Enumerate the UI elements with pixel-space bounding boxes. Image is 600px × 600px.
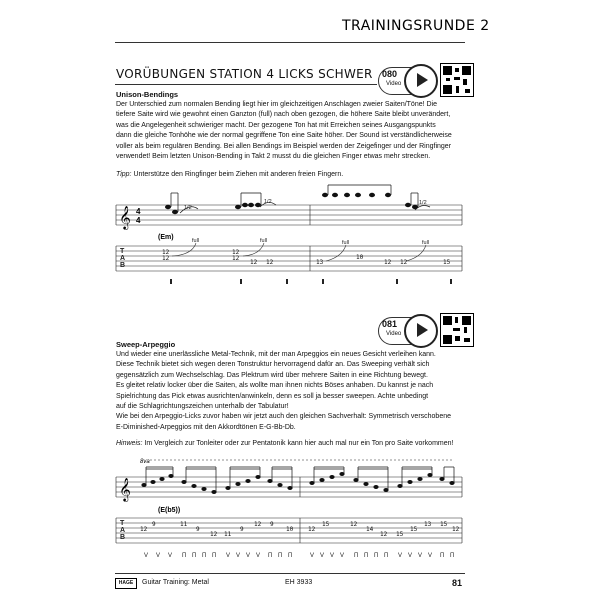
svg-text:V: V bbox=[340, 553, 345, 559]
hint bbox=[116, 440, 453, 447]
tip bbox=[116, 171, 343, 178]
text-line: Diese Technik bietet sich wegen deren Tonstruktur hervorragend dafür an. Das Sweeping verhält sich bbox=[116, 361, 430, 369]
text-line: verwendet! Beim letzten Unison-Bending in Takt 2 musst du die gleichen Finger etwas mehr strecken. bbox=[116, 153, 431, 161]
tab-number: 15 bbox=[443, 259, 451, 266]
svg-text:П: П bbox=[268, 553, 273, 559]
chord-symbol: (Em) bbox=[158, 234, 174, 241]
tab-number: 12 bbox=[380, 531, 388, 538]
svg-text:V: V bbox=[330, 553, 335, 559]
svg-text:П: П bbox=[288, 553, 293, 559]
tab-number: 9 bbox=[270, 521, 274, 528]
play-icon[interactable] bbox=[404, 64, 438, 98]
tab-number: 12 bbox=[140, 526, 148, 533]
tab-number: 12 bbox=[210, 531, 218, 538]
tab-number: 15 bbox=[440, 521, 448, 528]
svg-text:П: П bbox=[374, 553, 379, 559]
svg-text:1/2: 1/2 bbox=[184, 205, 192, 211]
text-line: was die Angelegenheit schwieriger macht. Der gezogene Ton hat mit Erreichen seines Ausgangspunkts bbox=[116, 121, 436, 129]
tab-number: 10 bbox=[356, 254, 364, 261]
svg-text:A: A bbox=[120, 527, 126, 534]
svg-text:П: П bbox=[440, 553, 445, 559]
text-line: tiefere Saite wird wie gewohnt einen Ganzton (full) nach oben gezogen, die höhere Saite bleibt unverändert, bbox=[116, 111, 451, 119]
svg-text:V: V bbox=[320, 553, 325, 559]
publisher-logo: HAGE bbox=[115, 578, 137, 589]
tip-text: Unterstütze den Ringfinger beim Ziehen mit anderen freien Fingern. bbox=[131, 171, 344, 178]
header-rule bbox=[115, 42, 465, 43]
video-label: Video bbox=[386, 331, 402, 337]
text-line: auf die Schlagrichtungszeichen unterhalb der Tabulatur! bbox=[116, 403, 289, 411]
text-line: dann die gleiche Tonhöhe wie der normal gegriffene Ton eine Saite höher. Der Sound ist verständlicherweise bbox=[116, 132, 452, 140]
text-line: gegensätzlich zum Wechselschlag. Das Plektrum wird über mehrere Saiten in eine Richtung bewegt. bbox=[116, 371, 428, 379]
svg-text:V: V bbox=[398, 553, 403, 559]
text-line: voller als beim regulären Bending. Bei allen Bendings im Beispiel werden der Zeigefinger und der Ringfinger bbox=[116, 142, 452, 150]
text-line: Wie bei den Arpeggio-Licks zuvor haben wir jetzt auch den gleichen Sachverhalt: Symmetrisch verschobene bbox=[116, 413, 452, 421]
tab-number: 12 bbox=[232, 249, 240, 256]
svg-text:B: B bbox=[120, 262, 126, 269]
subheading-sweep-arpeggio: Sweep-Arpeggio bbox=[116, 340, 176, 349]
tip-label: Tipp: bbox=[116, 171, 132, 178]
hint-text: Im Vergleich zur Tonleiter oder zur Pentatonik kann hier auch mal nur ein Ton pro Saite vorkommen! bbox=[142, 440, 454, 447]
svg-text:П: П bbox=[202, 553, 207, 559]
chapter-title: TRAININGSRUNDE 2 bbox=[342, 18, 490, 34]
text-line: Der Unterschied zum normalen Bending liegt hier im gleichzeitigen Anschlagen zweier Saiten/Töne! Die bbox=[116, 101, 438, 108]
svg-text:V: V bbox=[236, 553, 241, 559]
play-icon[interactable] bbox=[404, 314, 438, 348]
text-line: Spielrichtung das Pick etwas ausrichten/anwinkeln, denn es soll ja besser sweepen. Achte unbedingt bbox=[116, 392, 429, 400]
svg-text:П: П bbox=[354, 553, 359, 559]
tab-number: 12 bbox=[400, 259, 408, 266]
svg-text:T: T bbox=[120, 520, 125, 527]
tab-number: 9 bbox=[196, 526, 200, 533]
tab-number: 9 bbox=[240, 526, 244, 533]
svg-text:4: 4 bbox=[136, 207, 141, 216]
text-line: Es gleitet relativ locker über die Saiten, als wollte man ihnen nichts Böses anhaben. Du kannst je nach bbox=[116, 382, 434, 390]
svg-text:V: V bbox=[226, 553, 231, 559]
svg-text:П: П bbox=[278, 553, 283, 559]
svg-text:1/2: 1/2 bbox=[419, 200, 427, 206]
svg-text:T: T bbox=[120, 248, 125, 255]
tab-number: 12 bbox=[308, 526, 316, 533]
svg-text:V: V bbox=[428, 553, 433, 559]
tab-number: 13 bbox=[316, 259, 324, 266]
svg-text:A: A bbox=[120, 255, 126, 262]
qr-code-icon bbox=[440, 63, 474, 97]
section-title: VORÜBUNGEN STATION 4 LICKS SCHWER bbox=[116, 67, 373, 81]
section-title-rule bbox=[115, 84, 377, 85]
svg-text:П: П bbox=[182, 553, 187, 559]
footer-rule bbox=[115, 573, 465, 574]
bend-label: full bbox=[342, 240, 350, 246]
video-link-081[interactable] bbox=[378, 313, 456, 347]
tab-number: 15 bbox=[396, 531, 404, 538]
svg-text:B: B bbox=[120, 534, 126, 541]
svg-text:V: V bbox=[156, 553, 161, 559]
tab-number: 15 bbox=[410, 526, 418, 533]
svg-text:V: V bbox=[310, 553, 315, 559]
tab-number: 13 bbox=[424, 521, 432, 528]
text-line: E-Diminished-Arpeggios mit den Akkordtönen E-G-Bb-Db. bbox=[116, 423, 296, 431]
tab-number: 9 bbox=[152, 521, 156, 528]
video-label: Video bbox=[386, 81, 402, 87]
tab-number: 12 bbox=[350, 521, 358, 528]
tab-number: 14 bbox=[366, 526, 374, 533]
svg-text:V: V bbox=[168, 553, 173, 559]
subheading-unison-bendings: Unison-Bendings bbox=[116, 90, 179, 99]
svg-text:4: 4 bbox=[136, 216, 141, 225]
tab-number: 12 bbox=[162, 255, 170, 262]
bend-label: full bbox=[260, 238, 268, 244]
tab-number: 12 bbox=[452, 526, 460, 533]
video-number: 080 bbox=[382, 69, 398, 79]
bend-labels bbox=[192, 238, 429, 246]
notation-example-1 bbox=[110, 183, 470, 293]
chord-symbol: (E(b5)) bbox=[158, 507, 181, 514]
bend-label: full bbox=[192, 238, 200, 244]
svg-text:П: П bbox=[384, 553, 389, 559]
svg-text:П: П bbox=[212, 553, 217, 559]
svg-text:П: П bbox=[192, 553, 197, 559]
svg-text:V: V bbox=[256, 553, 261, 559]
paragraph-sweep bbox=[116, 350, 465, 433]
svg-text:V: V bbox=[408, 553, 413, 559]
book-title: Guitar Training: Metal bbox=[142, 579, 209, 586]
paragraph-unison bbox=[116, 100, 465, 162]
tab-number: 12 bbox=[254, 521, 262, 528]
tab-number: 11 bbox=[180, 521, 188, 528]
svg-text:V: V bbox=[418, 553, 423, 559]
octave-mark: 8va bbox=[140, 459, 150, 465]
hint-label: Hinweis: bbox=[116, 440, 143, 447]
tab-number: 11 bbox=[224, 531, 232, 538]
tab-number: 10 bbox=[286, 526, 294, 533]
svg-text:V: V bbox=[246, 553, 251, 559]
tab-number: 12 bbox=[384, 259, 392, 266]
svg-text:1/2: 1/2 bbox=[264, 199, 272, 205]
treble-clef-icon: 𝄞 bbox=[119, 205, 131, 229]
bend-label: full bbox=[422, 240, 430, 246]
qr-code-icon bbox=[440, 313, 474, 347]
svg-text:П: П bbox=[364, 553, 369, 559]
svg-text:V: V bbox=[144, 553, 149, 559]
text-line: Und wieder eine unerlässliche Metal-Technik, mit der man Arpeggios ein neues Gesicht verleihen kann. bbox=[116, 351, 436, 358]
page-number: 81 bbox=[452, 578, 463, 588]
video-number: 081 bbox=[382, 319, 398, 329]
tab-number: 15 bbox=[322, 521, 330, 528]
video-link-080[interactable] bbox=[378, 63, 456, 97]
tab-number: 12 bbox=[266, 259, 274, 266]
notation-example-2 bbox=[110, 455, 470, 567]
treble-clef-icon: 𝄞 bbox=[119, 477, 131, 501]
tab-number: 12 bbox=[162, 249, 170, 256]
tab-number: 12 bbox=[250, 259, 258, 266]
catalog-code: EH 3933 bbox=[285, 579, 313, 586]
svg-text:П: П bbox=[450, 553, 455, 559]
tab-number: 12 bbox=[232, 255, 240, 262]
pick-direction-marks bbox=[144, 553, 454, 559]
